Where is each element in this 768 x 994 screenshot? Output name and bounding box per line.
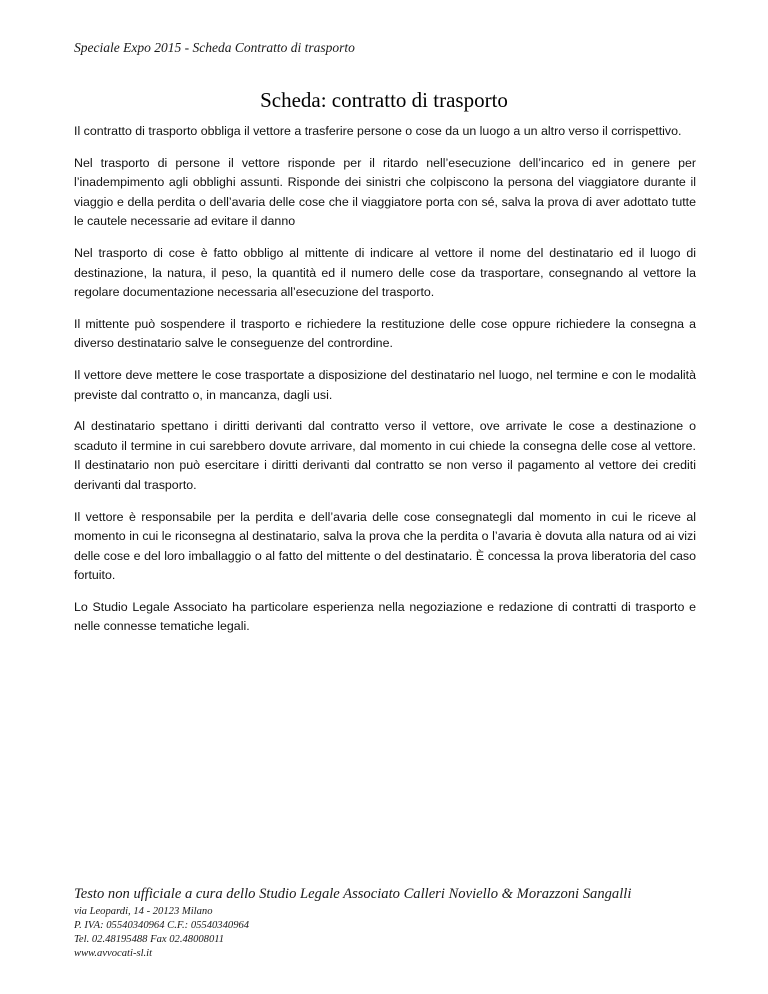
footer-phone-fax: Tel. 02.48195488 Fax 02.48008011 [74, 934, 225, 945]
footer-address: via Leopardi, 14 - 20123 Milano [74, 906, 213, 917]
paragraph-definition: Il contratto di trasporto obbliga il vettore a trasferire persone o cose da un luogo a un altro verso il corrispettivo. [74, 124, 682, 138]
paragraph-sender-rights: Il mittente può sospendere il trasporto e richiedere la restituzione delle cose oppure richiedere la consegna a diverso destinatario salve le conseguenze del contrordine. [74, 316, 696, 351]
footer-tax-ids: P. IVA: 05540340964 C.F.: 05540340964 [74, 920, 250, 931]
running-header: Speciale Expo 2015 - Scheda Contratto di trasporto [74, 40, 355, 55]
page-title: Scheda: contratto di trasporto [260, 88, 508, 112]
paragraph-firm-experience: Lo Studio Legale Associato ha particolare esperienza nella negoziazione e redazione di contratti di trasporto e nelle connesse tematiche legali. [74, 599, 696, 634]
paragraph-carrier-liability: Il vettore è responsabile per la perdita e dell’avaria delle cose consegnategli dal momento in cui le riceve al momento in cui le riconsegna al destinatario, salva la prova che la perdita o l’avaria è dovuta alla natura od ai vizi delle cose e del loro imballaggio o al fatto del mittente o del destinatario. È concessa la prova liberatoria del caso fortuito. [74, 509, 696, 583]
footer-note: Testo non ufficiale a cura dello Studio Legale Associato Calleri Noviello & Morazzoni Sangalli [74, 886, 632, 902]
paragraph-carrier-delivery: Il vettore deve mettere le cose trasportate a disposizione del destinatario nel luogo, nel termine e con le modalità previste dal contratto o, in mancanza, dagli usi. [74, 367, 696, 402]
footer-website: www.avvocati-sl.it [74, 948, 153, 959]
page-footer [74, 886, 631, 961]
paragraph-passenger-transport: Nel trasporto di persone il vettore risponde per il ritardo nell’esecuzione dell’incarico ed in genere per l’inadempimento agli obblighi assunti. Risponde dei sinistri che colpiscono la persona del viaggiatore durante il viaggio e della perdita o dell’avaria delle cose che il viaggiatore porta con sé, salva la prova di aver adottato tutte le cautele necessarie ad evitare il danno [74, 155, 696, 229]
paragraph-recipient-rights: Al destinatario spettano i diritti derivanti dal contratto verso il vettore, ove arrivate le cose a destinazione o scaduto il termine in cui sarebbero dovute arrivare, dal momento in cui chiede la consegna delle cose al vettore. Il destinatario non può esercitare i diritti derivanti dal contratto se non verso il pagamento al vettore dei crediti derivanti dal trasporto. [74, 419, 696, 492]
paragraph-goods-transport: Nel trasporto di cose è fatto obbligo al mittente di indicare al vettore il nome del destinatario ed il luogo di destinazione, la natura, il peso, la quantità ed il numero delle cose da trasportare, consegnando al vettore la regolare documentazione necessaria all’esecuzione del trasporto. [74, 245, 696, 300]
document-body [74, 122, 696, 649]
